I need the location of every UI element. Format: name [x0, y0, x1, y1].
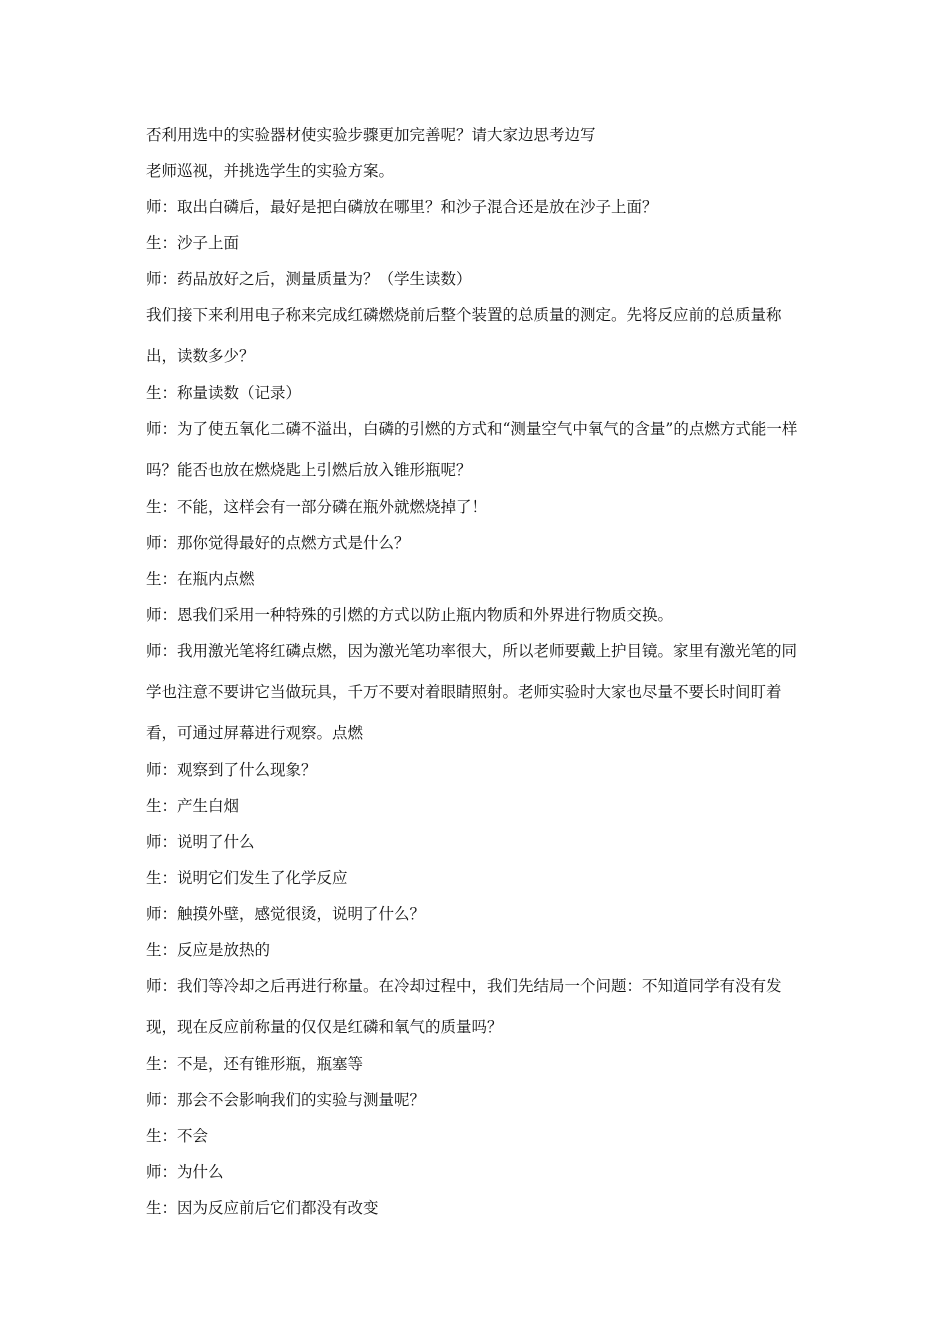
paragraph: 生：不是，还有锥形瓶，瓶塞等 [146, 1055, 364, 1073]
paragraph: 师：那你觉得最好的点燃方式是什么？ [146, 534, 410, 552]
paragraph: 师：为了使五氧化二磷不溢出，白磷的引燃的方式和“测量空气中氧气的含量”的点燃方式能一样吗？能否也放在燃烧匙上引燃后放入锥形瓶呢？ [146, 420, 798, 479]
paragraph: 师：说明了什么 [146, 833, 255, 851]
paragraph: 师：为什么 [146, 1163, 224, 1181]
paragraph: 老师巡视，并挑选学生的实验方案。 [146, 162, 395, 180]
paragraph: 生：在瓶内点燃 [146, 570, 255, 588]
paragraph: 生：沙子上面 [146, 234, 240, 252]
paragraph: 师：观察到了什么现象？ [146, 761, 317, 779]
paragraph: 否利用选中的实验器材使实验步骤更加完善呢？请大家边思考边写 [146, 126, 596, 144]
paragraph: 我们接下来利用电子称来完成红磷燃烧前后整个装置的总质量的测定。先将反应前的总质量称出，读数多少？ [146, 306, 782, 365]
paragraph: 生：产生白烟 [146, 797, 240, 815]
paragraph: 师：取出白磷后，最好是把白磷放在哪里？和沙子混合还是放在沙子上面？ [146, 198, 658, 216]
paragraph: 生：说明它们发生了化学反应 [146, 869, 348, 887]
paragraph: 师：我们等冷却之后再进行称量。在冷却过程中，我们先结局一个问题：不知道同学有没有发现，现在反应前称量的仅仅是红磷和氧气的质量吗？ [146, 977, 782, 1036]
paragraph: 生：不能，这样会有一部分磷在瓶外就燃烧掉了！ [146, 498, 488, 516]
paragraph: 师：那会不会影响我们的实验与测量呢？ [146, 1091, 426, 1109]
paragraph: 师：药品放好之后，测量质量为？（学生读数） [146, 270, 472, 288]
paragraph: 生：因为反应前后它们都没有改变 [146, 1199, 379, 1217]
paragraph: 师：恩我们采用一种特殊的引燃的方式以防止瓶内物质和外界进行物质交换。 [146, 606, 674, 624]
paragraph: 生：反应是放热的 [146, 941, 271, 959]
document-body [146, 124, 810, 1233]
paragraph: 师：我用激光笔将红磷点燃，因为激光笔功率很大，所以老师要戴上护目镜。家里有激光笔的同学也注意不要讲它当做玩具，千万不要对着眼睛照射。老师实验时大家也尽量不要长时间盯着看，可通过屏幕进行观察。点燃 [146, 642, 798, 742]
paragraph: 生：不会 [146, 1127, 209, 1145]
paragraph: 生：称量读数（记录） [146, 384, 302, 402]
paragraph: 师：触摸外壁，感觉很烫，说明了什么？ [146, 905, 426, 923]
